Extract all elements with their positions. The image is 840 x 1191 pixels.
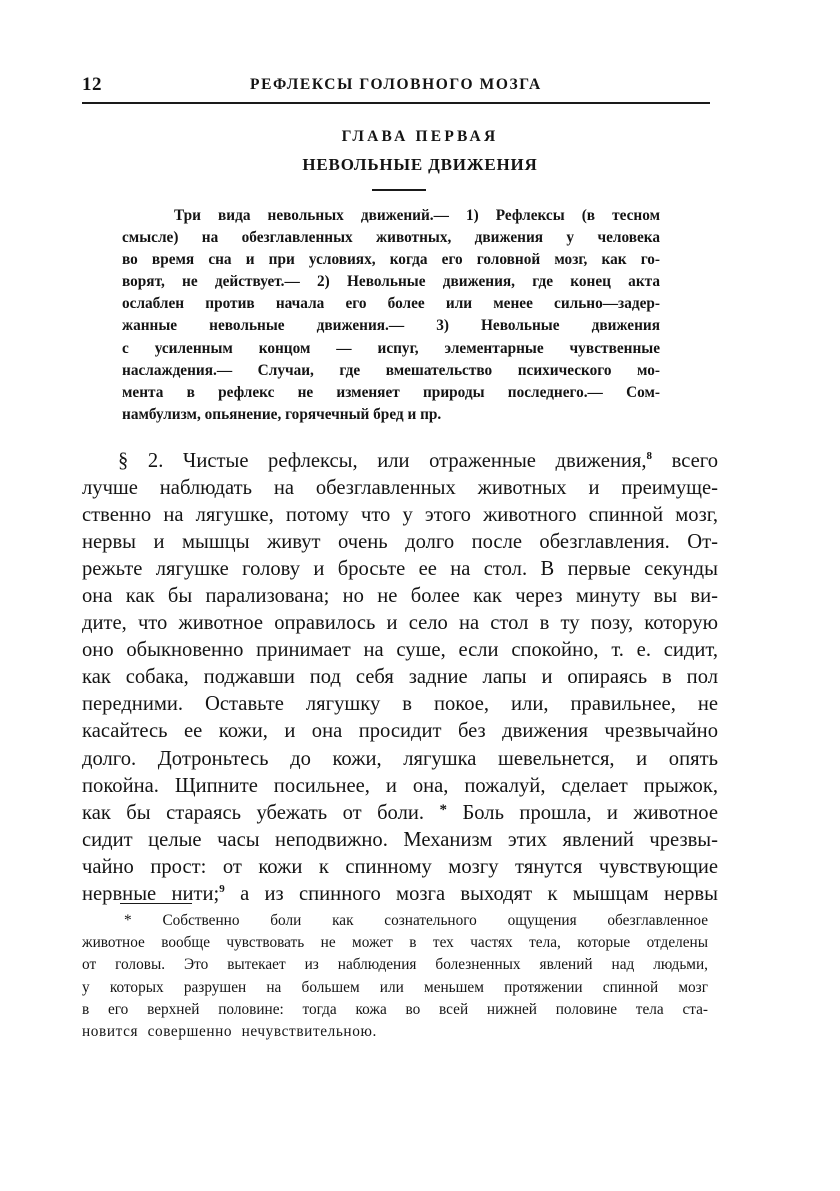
body-line: оно обыкновенно принимает на суше, если спокойно, т. е. сидит, [82,639,718,662]
summary-line: во время сна и при условиях, когда его головной мозг, как го- [122,251,660,269]
body-line: нервы и мышцы живут очень долго после обезглавления. От- [82,531,718,554]
body-text: нервные нити; [82,882,220,905]
summary-line: жанные невольные движения.— 3) Невольные движения [122,317,660,335]
body-line: режьте лягушке голову и бросьте ее на стол. В первые секунды [82,558,718,581]
summary-line: намбулизм, опьянение, горячечный бред и пр. [122,405,442,423]
body-line: как собака, поджавши под себя задние лапы и опираясь в пол [82,666,718,689]
body-line: сидит целые часы неподвижно. Механизм этих явлений чрезвы- [82,828,718,851]
body-text: всего [671,450,719,472]
endnote-ref[interactable]: 9 [219,882,225,895]
body-line: она как бы парализована; но не более как через минуту вы ви- [82,585,718,608]
header-rule [82,102,710,104]
footnote-mark: * [124,912,132,929]
body-text: Боль прошла, и животное [462,801,718,824]
chapter-label: ГЛАВА ПЕРВАЯ [341,128,499,145]
running-title: РЕФЛЕКСЫ ГОЛОВНОГО МОЗГА [250,76,542,93]
footnote-line [82,910,708,932]
footnote-line: новится совершенно нечувствительною. [82,1023,377,1041]
body-line: дите, что животное оправилось и село на стол в ту позу, которую [82,612,718,635]
body-line: передними. Оставьте лягушку в покое, или, правильнее, не [82,693,718,716]
chapter-title: НЕВОЛЬНЫЕ ДВИЖЕНИЯ [302,155,538,174]
chapter-summary [122,205,660,426]
footnote-text: Собственно боли как сознательного ощущения обезглавленное [162,912,709,929]
body-line: касайтесь ее кожи, и она просидит без движения чрезвычайно [82,720,718,743]
body-text: § 2. Чистые рефлексы, или отраженные движения, [118,450,647,472]
footnote-line: животное вообще чувствовать не может в тех частях тела, которые отделены [82,934,708,952]
summary-line: смысле) на обезглавленных животных, движения у человека [122,229,660,247]
summary-line: ворят, не действует.— 2) Невольные движения, где конец акта [122,273,660,291]
footnote-ref[interactable]: * [439,801,447,818]
body-text: а из спинного мозга выходят к мышцам нервы [240,882,718,905]
summary-line: наслаждения.— Случаи, где вмешательство психического мо- [122,361,660,379]
title-rule [372,189,426,191]
body-paragraph [82,448,718,908]
footnote-rule [120,903,192,904]
body-text: как бы стараясь убежать от боли. [82,801,425,824]
body-line: ственно на лягушке, потому что у этого животного спинной мозг, [82,504,718,527]
summary-line: с усиленным концом — испуг, элементарные чувственные [122,339,660,357]
running-head [82,74,710,100]
footnote-line: у которых разрушен на большем или меньшем протяжении спинной мозг [82,978,708,996]
page-number: 12 [82,74,102,95]
body-line [82,800,718,827]
summary-line: ослаблен против начала его более или менее сильно—задер- [122,295,660,313]
body-line: чайно прост: от кожи к спинному мозгу тянутся чувствующие [82,855,718,878]
footnote-line: в его верхней половине: тогда кожа во всей нижней половине тела ста- [82,1000,708,1018]
summary-line: мента в рефлекс не изменяет природы последнего.— Сом- [122,383,660,401]
body-line [82,448,718,475]
summary-line: Три вида невольных движений.— 1) Рефлексы (в тесном [174,207,660,224]
body-line: долго. Дотроньтесь до кожи, лягушка шевельнется, и опять [82,747,718,770]
footnote [82,910,708,1043]
footnote-line: от головы. Это вытекает из наблюдения болезненных явлений над людьми, [82,956,708,974]
endnote-ref[interactable]: 8 [646,450,653,462]
body-line: лучше наблюдать на обезглавленных животных и преимуще- [82,477,718,500]
body-line: покойна. Щипните посильнее, и она, пожалуй, сделает прыжок, [82,774,718,797]
